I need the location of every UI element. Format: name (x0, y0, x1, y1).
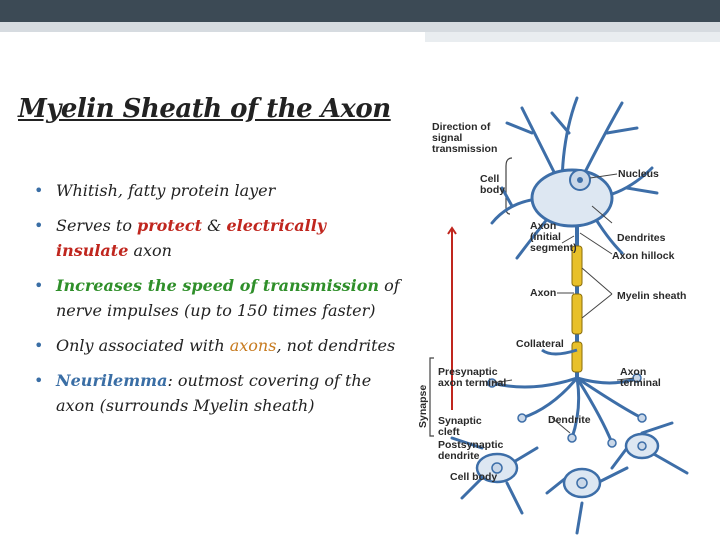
label-myelin-sheath: Myelin sheath (617, 290, 687, 302)
bullet-dot: • (34, 336, 44, 355)
label-axon-initial-1: Axon (530, 220, 557, 232)
label-direction-3: transmission (432, 143, 498, 155)
label-nucleus: Nucleus (618, 168, 659, 180)
bullet-text: & (202, 216, 227, 235)
bullet-text: electrically insulate (56, 216, 327, 260)
label-axon: Axon (530, 287, 557, 299)
label-cell-body: Cell body (450, 471, 498, 483)
neuron-diagram (412, 88, 717, 540)
label-dendrites: Dendrites (617, 232, 666, 244)
postsynaptic-nucleus (577, 478, 587, 488)
label-axon-initial-2: (initial (530, 231, 561, 243)
label-axon-initial-3: segment) (530, 242, 577, 254)
label-postsynaptic-1: Postsynaptic (438, 439, 504, 451)
slide-top-bar (0, 0, 720, 22)
label-synaptic-1: Synaptic (438, 415, 482, 427)
bullet-text: axons (229, 336, 277, 355)
label-dendrite: Dendrite (548, 414, 591, 426)
label-synaptic-2: cleft (438, 426, 460, 438)
label-cell-1: Cell (480, 173, 500, 185)
label-presynaptic-1: Presynaptic (438, 366, 498, 378)
bullet-text: Neurilemma (56, 371, 168, 390)
label-pointers (492, 206, 634, 433)
bullet-text: , not dendrites (276, 336, 396, 355)
bullet-item (34, 178, 404, 203)
myelin-segment (572, 342, 582, 372)
label-presynaptic-2: axon terminal (438, 377, 507, 389)
label-synapse: Synapse (417, 384, 429, 428)
bullet-text: of nerve impulses (up to 150 times faster) (56, 276, 400, 320)
bullet-item (34, 273, 404, 323)
bullet-list (34, 178, 404, 428)
bullet-dot: • (34, 181, 44, 200)
slide-top-accent (0, 22, 720, 32)
label-cell-2: body (480, 184, 506, 196)
bullet-text: Serves to (56, 216, 138, 235)
label-direction-1: Direction of (432, 121, 491, 133)
myelin-segments (572, 246, 582, 372)
label-postsynaptic-2: dendrite (438, 450, 480, 462)
label-axon-hillock: Axon hillock (612, 250, 675, 262)
bullet-item (34, 368, 404, 418)
bullet-dot: • (34, 216, 44, 235)
bullet-dot: • (34, 371, 44, 390)
bullet-dot: • (34, 276, 44, 295)
bullet-item (34, 213, 404, 263)
nucleolus (577, 177, 583, 183)
myelin-segment (572, 294, 582, 334)
label-collateral: Collateral (516, 338, 564, 350)
label-direction-2: signal (432, 132, 463, 144)
bullet-text: : outmost covering of the axon (surrounds Myelin sheath) (56, 371, 372, 415)
bullet-text: protect (137, 216, 203, 235)
label-axon-terminal-2: terminal (620, 377, 661, 389)
postsynaptic-nucleus (638, 442, 646, 450)
label-axon-terminal-1: Axon (620, 366, 647, 378)
bullet-text: Only associated with (56, 336, 230, 355)
bullet-item (34, 333, 404, 358)
bullet-text: Whitish, fatty protein layer (56, 181, 276, 200)
bullet-text: Increases the speed of transmission (56, 276, 380, 295)
synapse-bracket (430, 358, 434, 436)
slide-top-accent-right (425, 32, 720, 42)
bullet-text: axon (128, 241, 172, 260)
slide-title: Myelin Sheath of the Axon (18, 94, 391, 124)
